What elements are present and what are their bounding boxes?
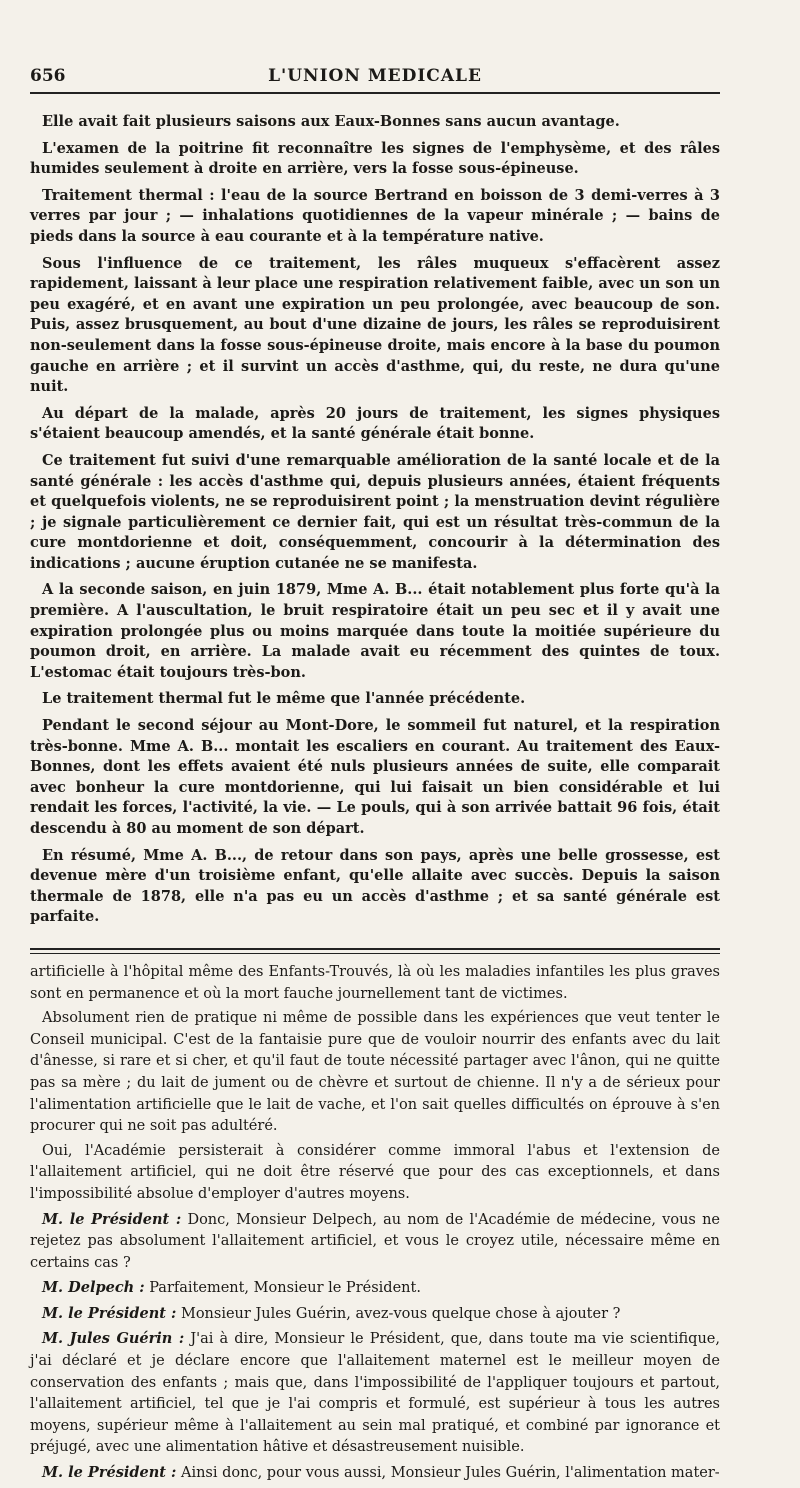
speaker-name: M. le Président : <box>42 1210 182 1228</box>
paragraph: Au départ de la malade, après 20 jours de traitement, les signes physiques s'étaient beaucoup amendés, et la santé générale était bonne. <box>30 404 720 443</box>
paragraph: Elle avait fait plusieurs saisons aux Eaux-Bonnes sans aucun avantage. <box>42 113 620 130</box>
paragraph: Ce traitement fut suivi d'une remarquable amélioration de la santé locale et de la santé générale : les accès d'asthme qui, depuis plusieurs années, étaient fréquents et quelquefois violents, ne se reproduisirent point ; la menstruation devint régulière ; je signale particulièrement ce dernier fait, qui est un résultat très-commun de la cure montdorienne et doit, conséquemment, concourir à la détermination des indications ; aucune éruption cutanée ne se manifesta. <box>30 451 720 572</box>
case-report-section <box>30 112 720 928</box>
dialogue-paragraph <box>30 1303 720 1326</box>
dialogue-paragraph <box>30 1209 720 1275</box>
paragraph: Pendant le second séjour au Mont-Dore, le sommeil fut naturel, et la respiration très-bonne. Mme A. B... montait les escaliers en courant. Au traitement des Eaux-Bonnes, dont les effets avaient été nuls plusieurs années de suite, elle comparait avec bonheur la cure montdorienne, qui lui faisait un bien considérable et lui rendait les forces, l'activité, la vie. — Le pouls, qui à son arrivée battait 96 fois, était descendu à 80 au moment de son départ. <box>30 717 720 837</box>
journal-page <box>30 62 720 1488</box>
page-number: 656 <box>30 66 66 86</box>
speaker-name: M. le Président : <box>42 1464 177 1482</box>
paragraph: Sous l'influence de ce traitement, les râles muqueux s'effacèrent assez rapidement, laissant à leur place une respiration relativement faible, avec un son un peu exagéré, et en avant une expiration un peu prolongée, avec beaucoup de son. Puis, assez brusquement, au bout d'une dizaine de jours, les râles se reproduisirent non-seulement dans la fosse sous-épineuse droite, mais encore à la base du poumon gauche en arrière ; et il survint un accès d'asthme, qui, du reste, ne dura qu'une nuit. <box>30 254 720 396</box>
paragraph: A la seconde saison, en juin 1879, Mme A. B... était notablement plus forte qu'à la première. A l'auscultation, le bruit respiratoire était un peu sec et il y avait une expiration prolongée plus ou moins marquée dans toute la moitiée supérieure du poumon droit, en arrière. La malade avait eu récemment des quintes de toux. L'estomac était toujours très-bon. <box>30 581 720 681</box>
paragraph: artificielle à l'hôpital même des Enfants-Trouvés, là où les maladies infantiles les plus graves sont en permanence et où la mort fauche journellement tant de victimes. <box>30 963 720 1002</box>
dialogue-paragraph <box>30 1462 720 1485</box>
paragraph: Absolument rien de pratique ni même de possible dans les expériences que veut tenter le Conseil municipal. C'est de la fantaisie pure que de vouloir nourrir des enfants avec du lait d'ânesse, si rare et si cher, et qu'il faut de toute nécessité partager avec l'ânon, qui ne quitte pas sa mère ; du lait de jument ou de chèvre et surtout de chienne. Il n'y a de sérieux pour l'alimentation artificielle que le lait de vache, et l'on sait quelles difficultés on éprouve à s'en procurer qui ne soit pas adultéré. <box>30 1010 720 1135</box>
speaker-name: M. Delpech : <box>42 1279 145 1297</box>
dialogue-paragraph <box>30 1277 720 1300</box>
paragraph: Le traitement thermal fut le même que l'année précédente. <box>42 690 526 708</box>
dialogue-paragraph <box>30 1328 720 1459</box>
section-divider <box>30 948 720 954</box>
speech-text: Monsieur Jules Guérin, avez-vous quelque chose à ajouter ? <box>176 1305 621 1322</box>
speech-text: Ainsi donc, pour vous aussi, Monsieur Jules Guérin, l'alimentation mater- <box>176 1465 720 1482</box>
paragraph: L'examen de la poitrine fit reconnaître les signes de l'emphysème, et des râles humides seulement à droite en arrière, vers la fosse sous-épineuse. <box>30 139 720 178</box>
page-header <box>30 62 720 94</box>
speaker-name: M. le Président : <box>42 1304 177 1322</box>
speech-text: Donc, Monsieur Delpech, au nom de l'Académie de médecine, vous ne rejetez pas absolument l'allaitement artificiel, et vous le croyez utile, nécessaire même en certains cas ? <box>30 1211 720 1271</box>
speech-text: J'ai à dire, Monsieur le Président, que, dans toute ma vie scientifique, j'ai déclaré et je déclare encore que l'allaitement maternel est le meilleur moyen de conservation des enfants ; mais que, dans l'impossibilité de l'appliquer toujours et partout, l'allaitement artificiel, tel que je l'ai compris et formulé, est supérieur à tous les autres moyens, supérieur même à l'allaitement au sein mal pratiqué, et combiné par ignorance et préjugé, avec une alimentation hâtive et désastreusement nuisible. <box>30 1331 720 1456</box>
paragraph: Traitement thermal : l'eau de la source Bertrand en boisson de 3 demi-verres à 3 verres par jour ; — inhalations quotidiennes de la vapeur minérale ; — bains de pieds dans la source à eau courante et à la température native. <box>30 186 720 245</box>
paragraph: Oui, l'Académie persisterait à considérer comme immoral l'abus et l'extension de l'allaitement artificiel, qui ne doit être réservé que pour des cas exceptionnels, et dans l'impossibilité absolue d'employer d'autres moyens. <box>30 1142 720 1202</box>
paragraph: En résumé, Mme A. B..., de retour dans son pays, après une belle grossesse, est devenue mère d'un troisième enfant, qu'elle allaite avec succès. Depuis la saison thermale de 1878, elle n'a pas eu un accès d'asthme ; et sa santé générale est parfaite. <box>30 846 720 926</box>
speech-text: Parfaitement, Monsieur le Président. <box>144 1280 421 1297</box>
academy-debate-section <box>30 962 720 1485</box>
running-title: L'UNION MEDICALE <box>268 66 482 86</box>
speaker-name: M. Jules Guérin : <box>42 1330 185 1348</box>
